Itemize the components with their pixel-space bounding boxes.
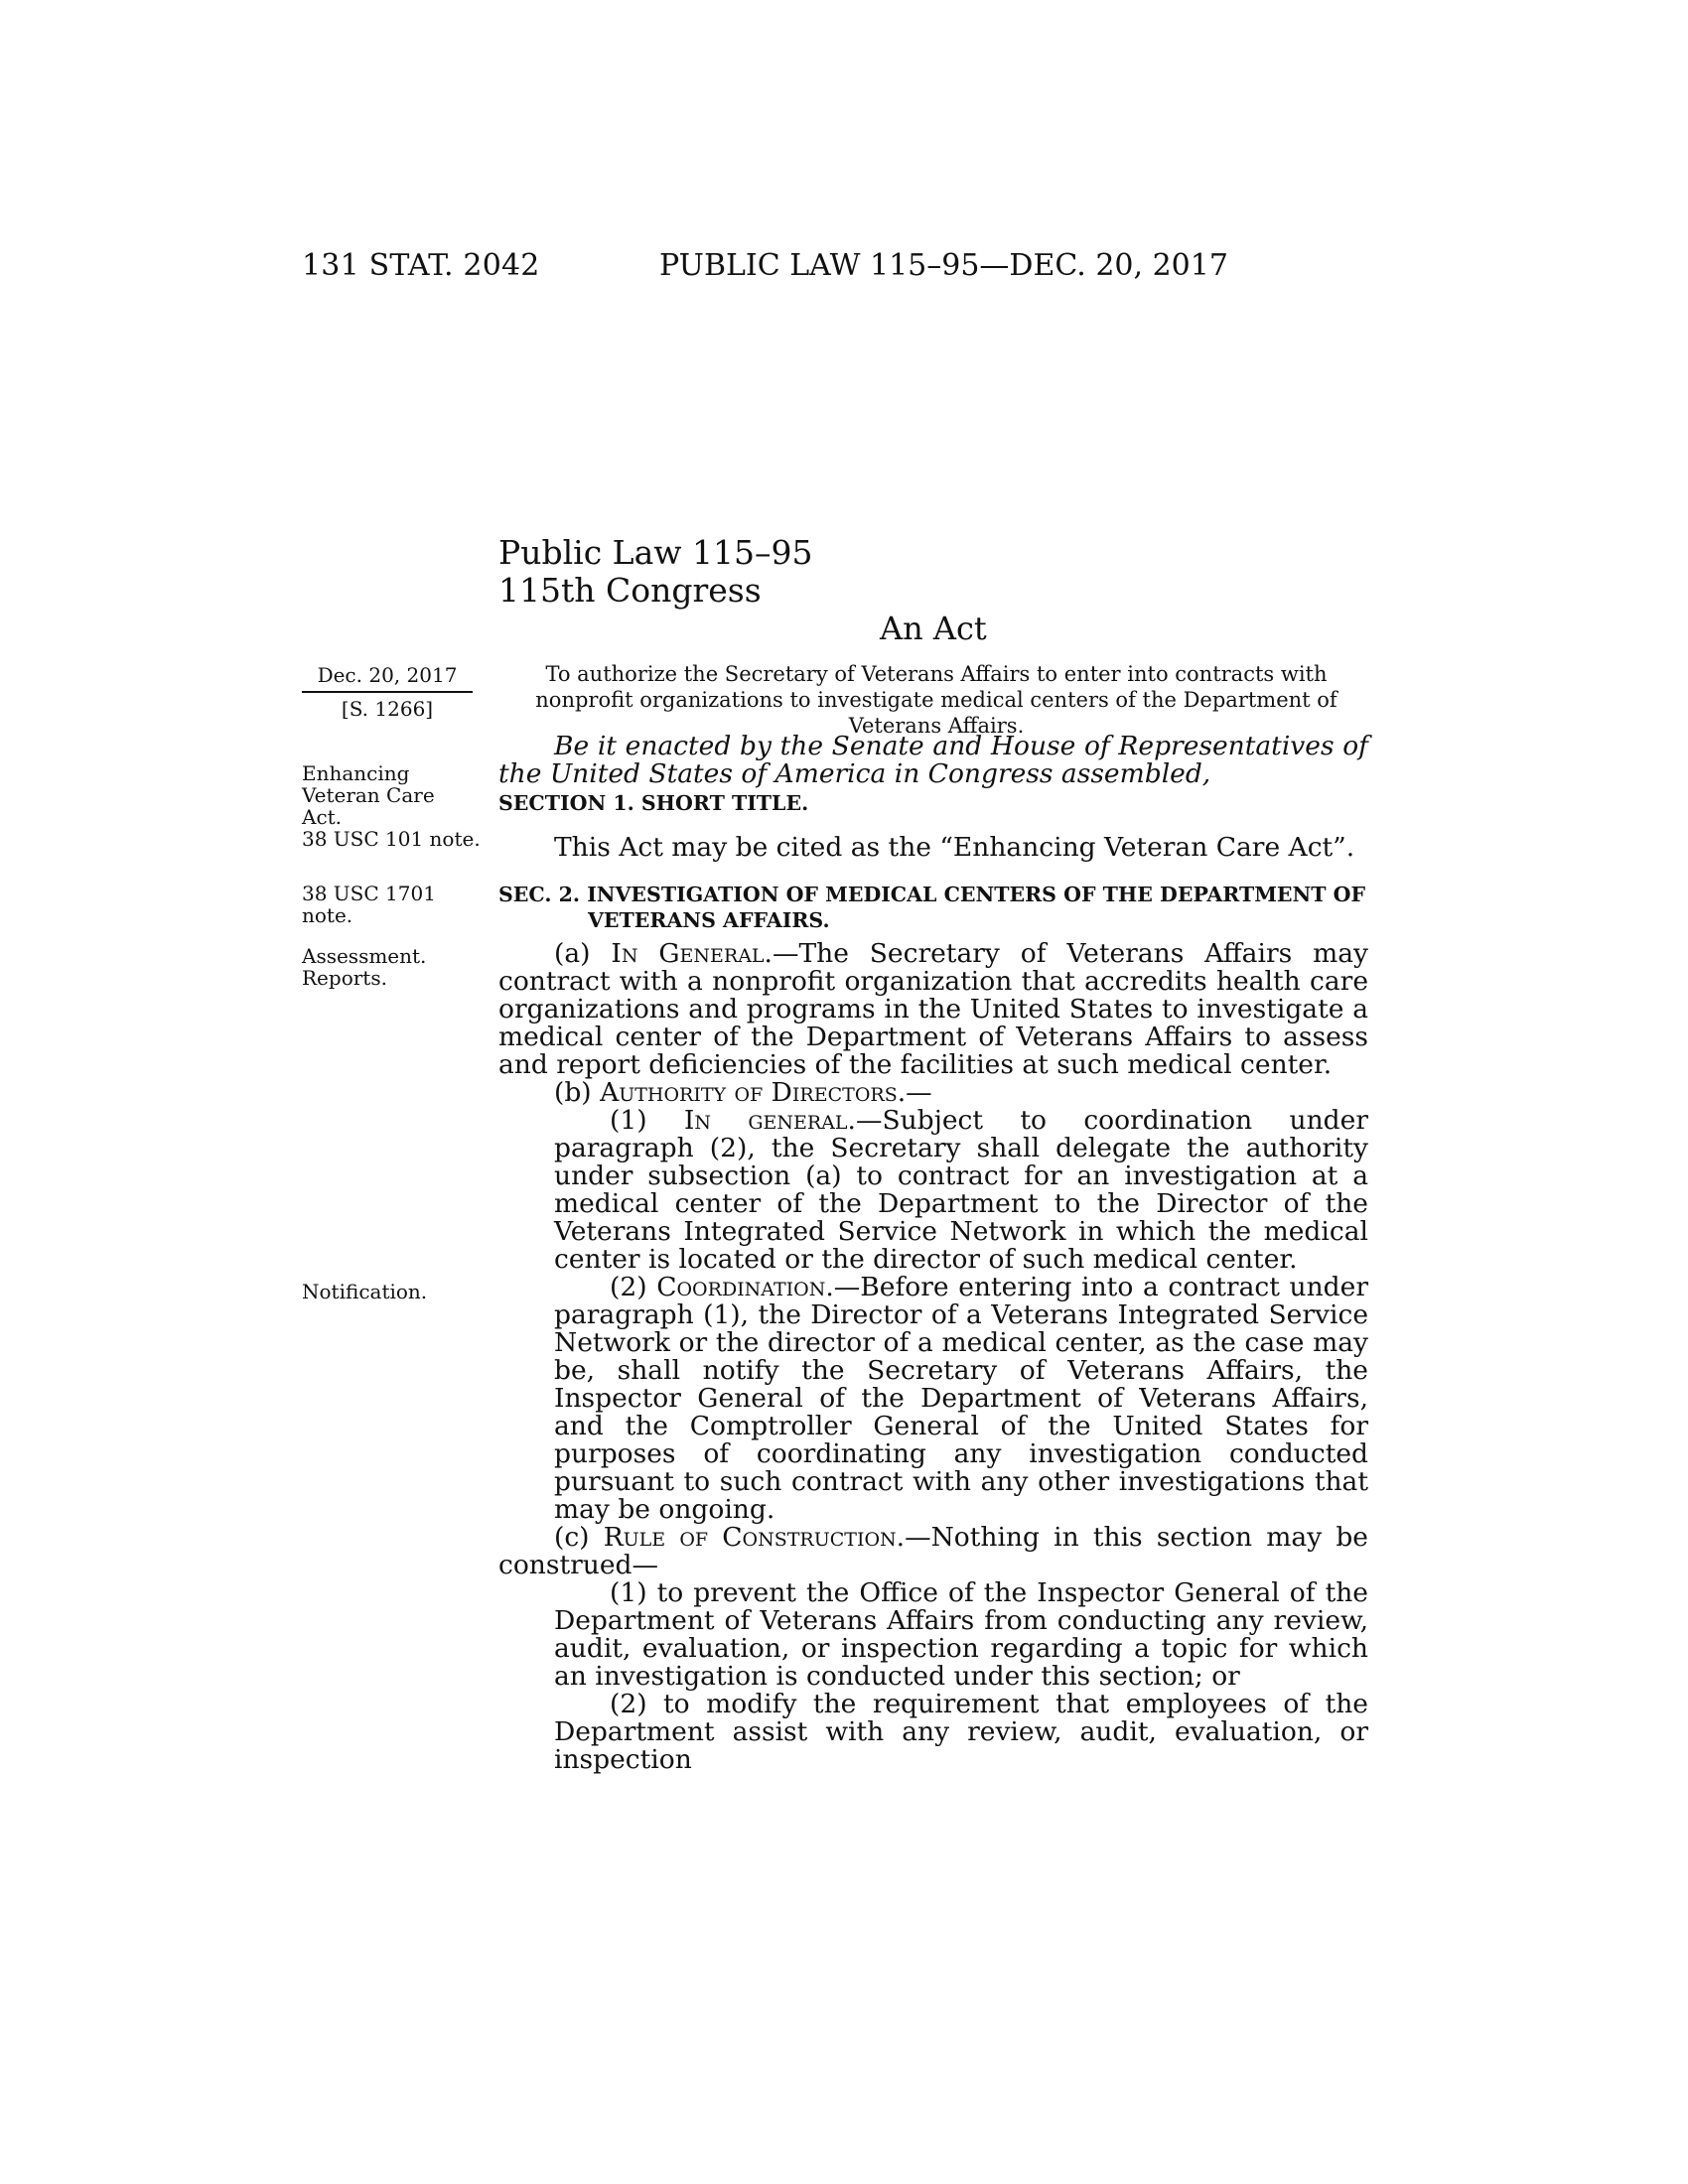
- subsection-c-label: (c): [554, 1522, 604, 1553]
- paragraph-c2: (2) to modify the requirement that employees of the Department assist with any review, audit, evaluation, or inspection: [554, 1689, 1368, 1775]
- paragraph-b1-text: .—Subject to coordination under paragraph (2), the Secretary shall delegate the authority under subsection (a) to contract for an investigation at a medical center of the Department to the Director of the Veterans Integrated Service Network in which the medical center is located or the director of such medical center.: [554, 1105, 1368, 1275]
- enacting-clause: Be it enacted by the Senate and House of Representatives of the United States of America in Congress assembled,: [498, 731, 1368, 789]
- margin-note-notification: Notification.: [302, 1280, 428, 1303]
- subsection-a-label: (a): [554, 938, 612, 969]
- subsection-a-heading: In General: [611, 938, 765, 969]
- margin-note-usc: 38 USC 1701 note.: [302, 882, 436, 927]
- public-law-number: Public Law 115–95: [498, 533, 813, 572]
- section-2-body: [498, 940, 1368, 1774]
- paragraph-b1-label: (1): [610, 1105, 684, 1136]
- running-title: PUBLIC LAW 115–95—DEC. 20, 2017: [659, 248, 1228, 283]
- subsection-b-label: (b): [554, 1077, 601, 1108]
- section-2-heading: SEC. 2. INVESTIGATION OF MEDICAL CENTERS OF THE DEPARTMENT OF VETERANS AFFAIRS.: [498, 883, 1366, 932]
- act-purpose: To authorize the Secretary of Veterans Affairs to enter into contracts with nonprofit organizations to investigate medical centers of the Department of Veterans Affairs.: [535, 662, 1337, 738]
- subsection-c-text: .—Nothing in this section may be construed—: [498, 1522, 1368, 1580]
- paragraph-b2-heading: Coordination: [656, 1272, 826, 1302]
- date-rule: [302, 691, 473, 693]
- subsection-b-dash: .—: [897, 1077, 932, 1108]
- paragraph-b2-label: (2): [610, 1272, 657, 1302]
- paragraph-b2-text: .—Before entering into a contract under paragraph (1), the Director of a Veterans Integrated Service Network or the director of a medical center, as the case may be, shall notify the Secretary of Veterans Affairs, the Inspector General of the Department of Veterans Affairs, and the Comptroller General of the United States for purposes of coordinating any investigation conducted pursuant to such contract with any other investigations that may be ongoing.: [554, 1272, 1368, 1525]
- margin-note-short-title: Enhancing Veteran Care Act. 38 USC 101 note.: [302, 761, 481, 851]
- stat-citation: 131 STAT. 2042: [302, 248, 540, 283]
- section-1-heading: SECTION 1. SHORT TITLE.: [498, 791, 809, 815]
- subsection-c-heading: Rule of Construction: [603, 1522, 897, 1553]
- paragraph-b1-heading: In general: [683, 1105, 848, 1136]
- subsection-b: [498, 1079, 1368, 1107]
- subsection-b-heading: Authority of Directors: [600, 1077, 898, 1108]
- paragraph-c1: (1) to prevent the Office of the Inspector General of the Department of Veterans Affairs from conducting any review, audit, evaluation, or inspection regarding a topic for which an investigation is conducted under this section; or: [554, 1577, 1368, 1692]
- enactment-date: Dec. 20, 2017: [317, 663, 458, 687]
- congress-number: 115th Congress: [498, 571, 762, 610]
- enactment-date-box: [302, 661, 473, 723]
- section-1-text: This Act may be cited as the “Enhancing Veteran Care Act”.: [554, 832, 1355, 863]
- paragraph-b1: [498, 1107, 1368, 1274]
- margin-note-assessment: Assessment. Reports.: [302, 944, 427, 990]
- subsection-a: [498, 940, 1368, 1079]
- an-act-heading: An Act: [880, 610, 987, 647]
- subsection-a-text: .—The Secretary of Veterans Affairs may contract with a nonprofit organization that accredits health care organizations and programs in the United States to investigate a medical center of the Department of Veterans Affairs to assess and report deficiencies of the facilities at such medical center.: [498, 938, 1369, 1080]
- subsection-c: [498, 1524, 1368, 1579]
- paragraph-b2: [498, 1274, 1368, 1524]
- bill-number: [S. 1266]: [341, 697, 434, 721]
